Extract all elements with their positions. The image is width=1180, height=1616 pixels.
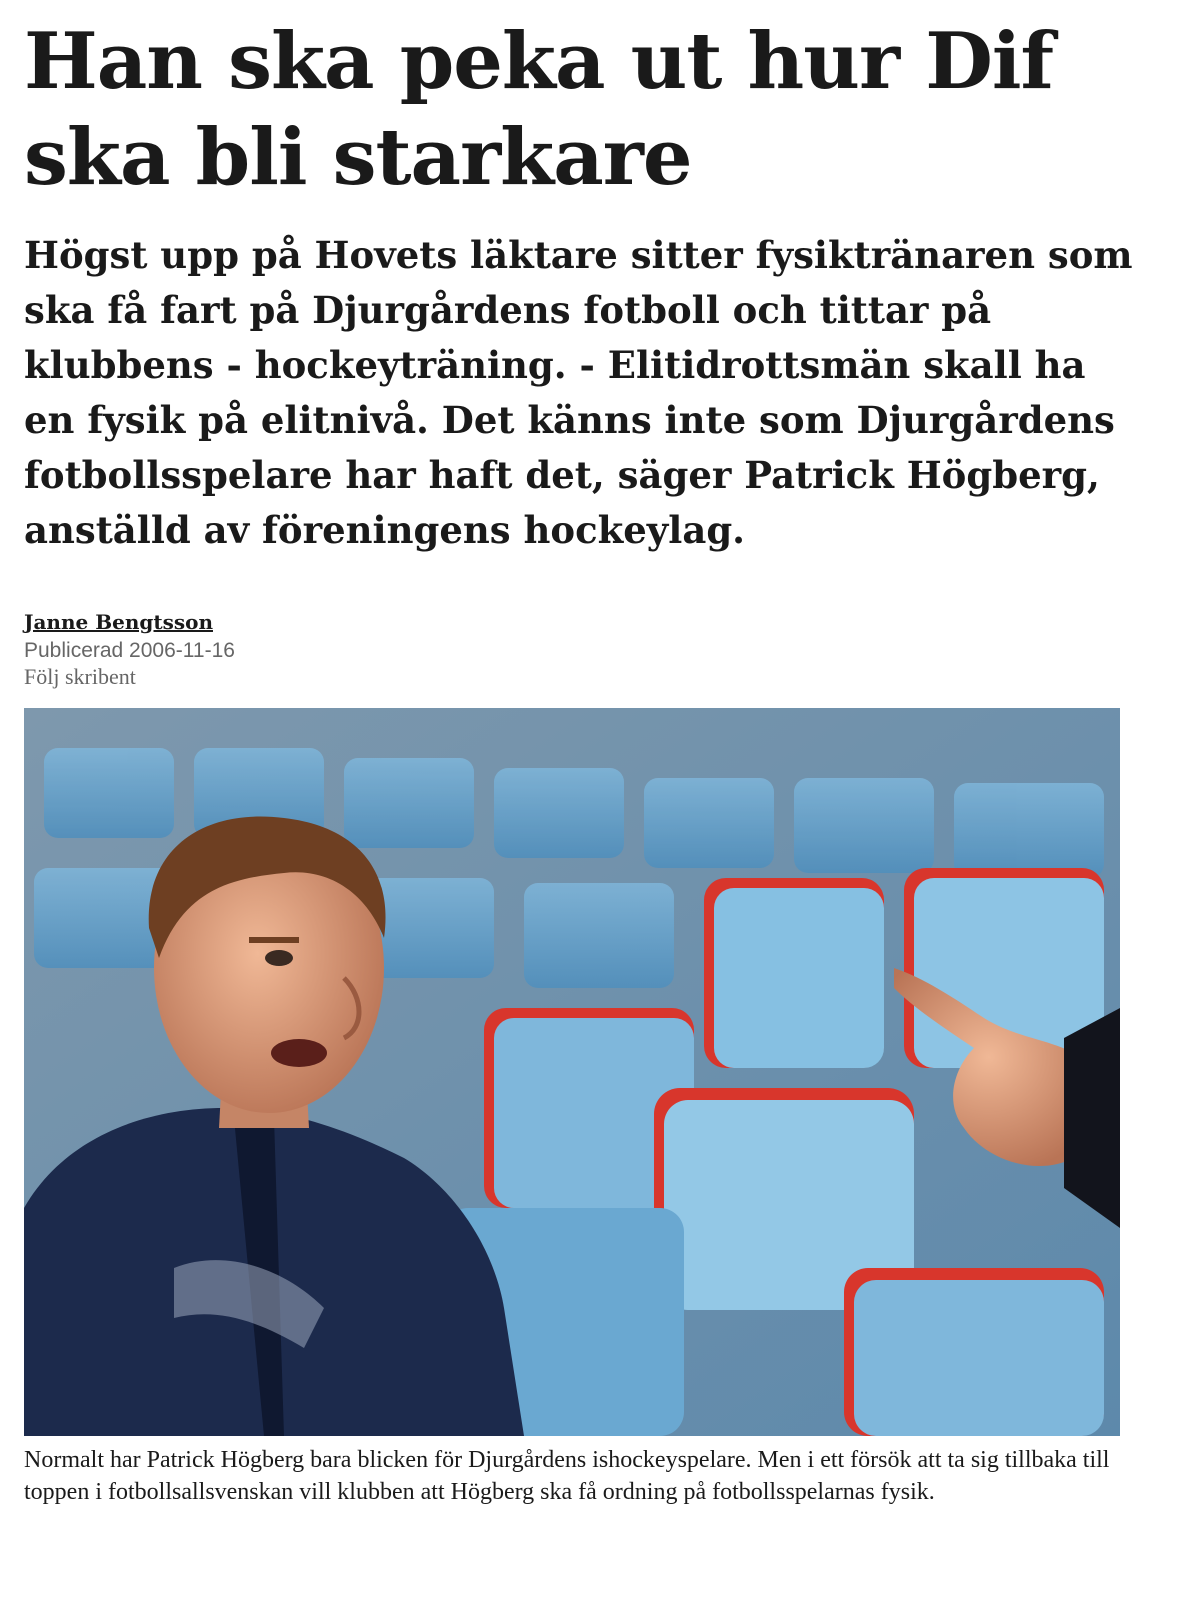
publish-date: Publicerad 2006-11-16 [24, 639, 235, 662]
photo-illustration [24, 708, 1120, 1436]
article-lead: Högst upp på Hovets läktare sitter fysiktränaren som ska få fart på Djurgårdens fotboll och tittar på klubbens - hockeyträning. - Elitidrottsmän skall ha en fysik på elitnivå. Det känns inte som Djurgårdens fotbollsspelare har haft det, säger Patrick Högberg, anställd av föreningens hockeylag. [24, 233, 1133, 552]
follow-author-button[interactable]: Följ skribent [24, 664, 136, 689]
author-link[interactable]: Janne Bengtsson [24, 610, 213, 634]
article-photo [24, 708, 1120, 1436]
photo-caption: Normalt har Patrick Högberg bara blicken för Djurgårdens ishockeyspelare. Men i ett försök att ta sig tillbaka till toppen i fotbollsallsvenskan vill klubben att Högberg ska få ordning på fotbollsspelarnas fysik. [24, 1447, 1110, 1505]
article-headline: Han ska peka ut hur Dif ska bli starkare [24, 16, 1054, 203]
